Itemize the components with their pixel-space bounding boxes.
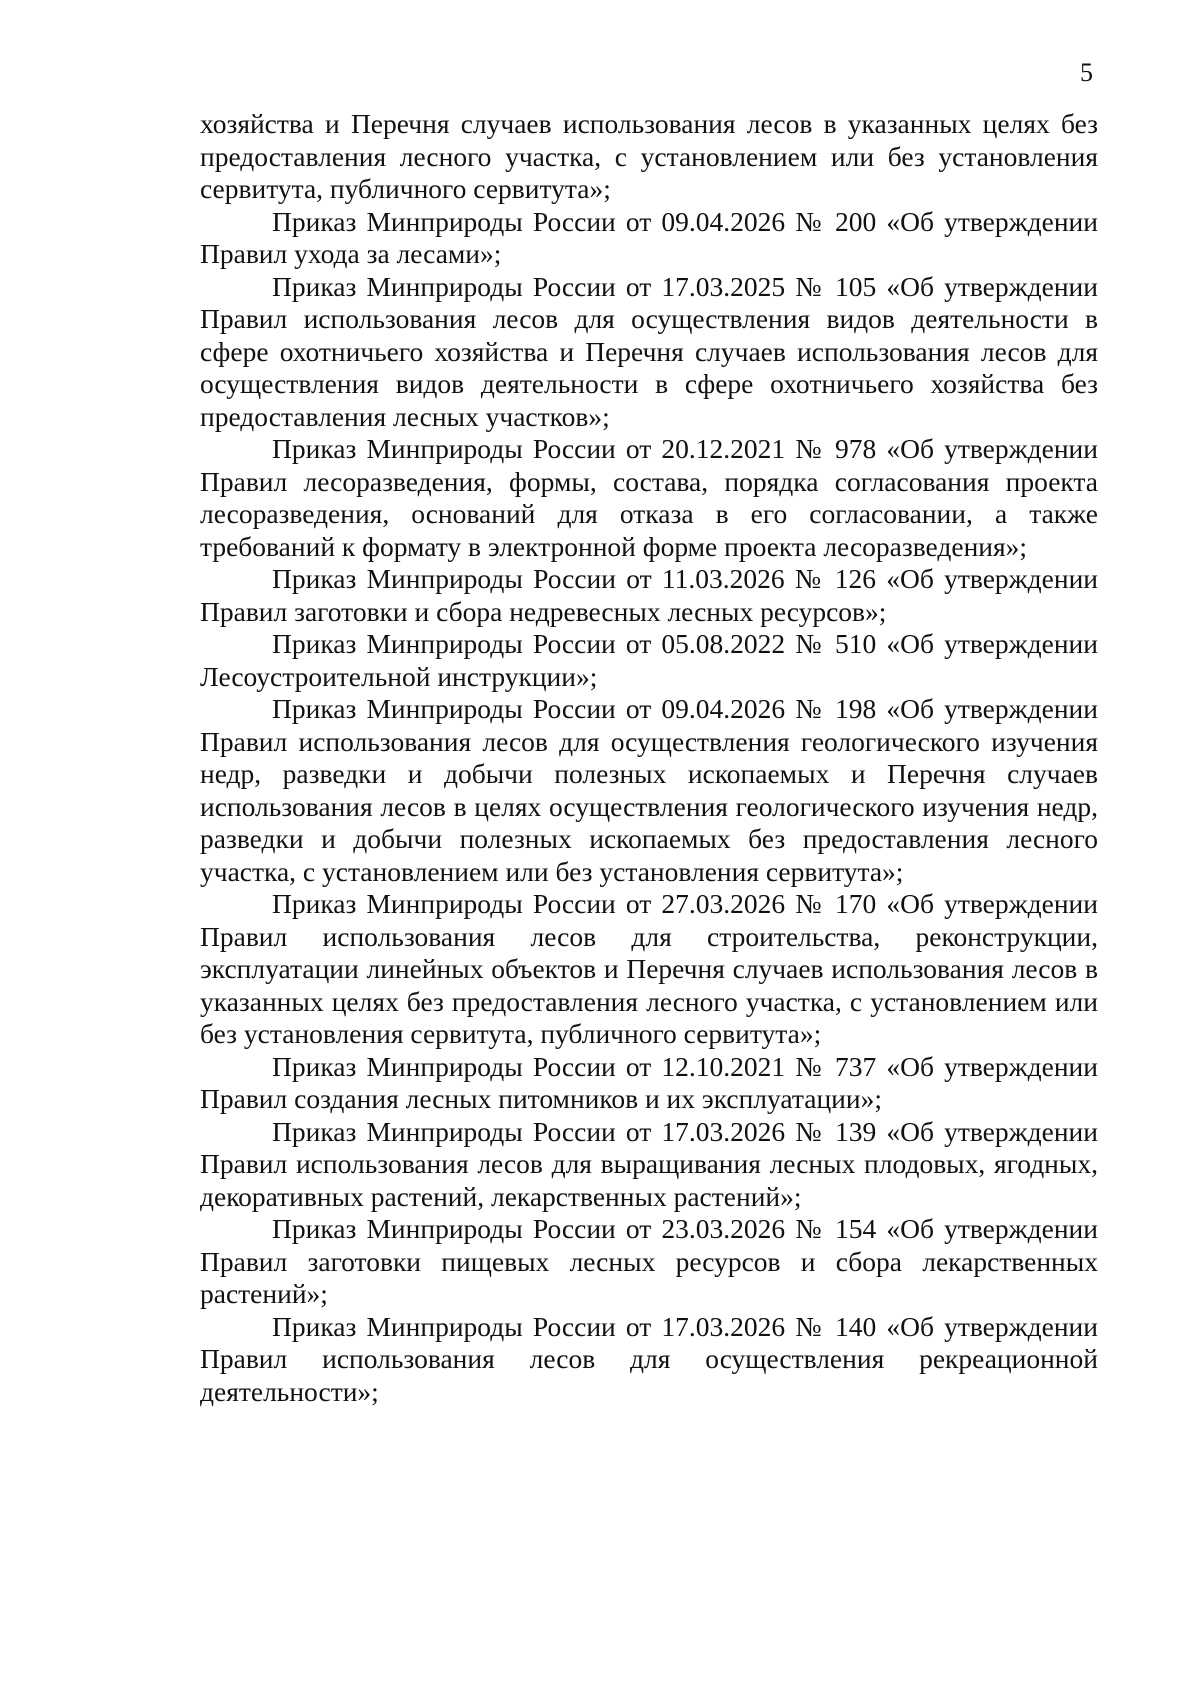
document-body [200,108,1098,1408]
order-item: Приказ Минприроды России от 27.03.2026 № 170 «Об утверждении Правил использования лесов для строительства, реконструкции, эксплуатации линейных объектов и Перечня случаев использования лесов в указанных целях без предоставления лесного участка, с установлением или без установления сервитута, публичного сервитута»; [200,888,1098,1049]
page-number: 5 [1080,58,1093,87]
order-item: Приказ Минприроды России от 09.04.2026 № 200 «Об утверждении Правил ухода за лесами»; [200,205,1098,269]
order-item: Приказ Минприроды России от 20.12.2021 № 978 «Об утверждении Правил лесоразведения, формы, состава, порядка согласования проекта лесоразведения, оснований для отказа в его согласовании, а также требований к формату в электронной форме проекта лесоразведения»; [200,433,1098,562]
order-item: Приказ Минприроды России от 12.10.2021 № 737 «Об утверждении Правил создания лесных питомников и их эксплуатации»; [200,1050,1098,1114]
order-item: Приказ Минприроды России от 17.03.2025 № 105 «Об утверждении Правил использования лесов для осуществления видов деятельности в сфере охотничьего хозяйства и Перечня случаев использования лесов для осуществления видов деятельности в сфере охотничьего хозяйства без предоставления лесных участков»; [200,270,1098,432]
order-item: Приказ Минприроды России от 17.03.2026 № 140 «Об утверждении Правил использования лесов для осуществления рекреационной деятельности»; [200,1310,1098,1407]
order-item: Приказ Минприроды России от 17.03.2026 № 139 «Об утверждении Правил использования лесов для выращивания лесных плодовых, ягодных, декоративных растений, лекарственных растений»; [200,1115,1098,1212]
order-item: Приказ Минприроды России от 09.04.2026 № 198 «Об утверждении Правил использования лесов для осуществления геологического изучения недр, разведки и добычи полезных ископаемых и Перечня случаев использования лесов в целях осуществления геологического изучения недр, разведки и добычи полезных ископаемых без предоставления лесного участка, с установлением или без установления сервитута»; [200,693,1098,887]
order-item: Приказ Минприроды России от 11.03.2026 № 126 «Об утверждении Правил заготовки и сбора недревесных лесных ресурсов»; [200,563,1098,627]
order-item: Приказ Минприроды России от 23.03.2026 № 154 «Об утверждении Правил заготовки пищевых лесных ресурсов и сбора лекарственных растений»; [200,1213,1098,1309]
order-item: Приказ Минприроды России от 05.08.2022 № 510 «Об утверждении Лесоустроительной инструкции»; [200,628,1098,692]
paragraph-continuation: хозяйства и Перечня случаев использования лесов в указанных целях без предоставления лесного участка, с установлением или без установления сервитута, публичного сервитута»; [200,108,1098,204]
